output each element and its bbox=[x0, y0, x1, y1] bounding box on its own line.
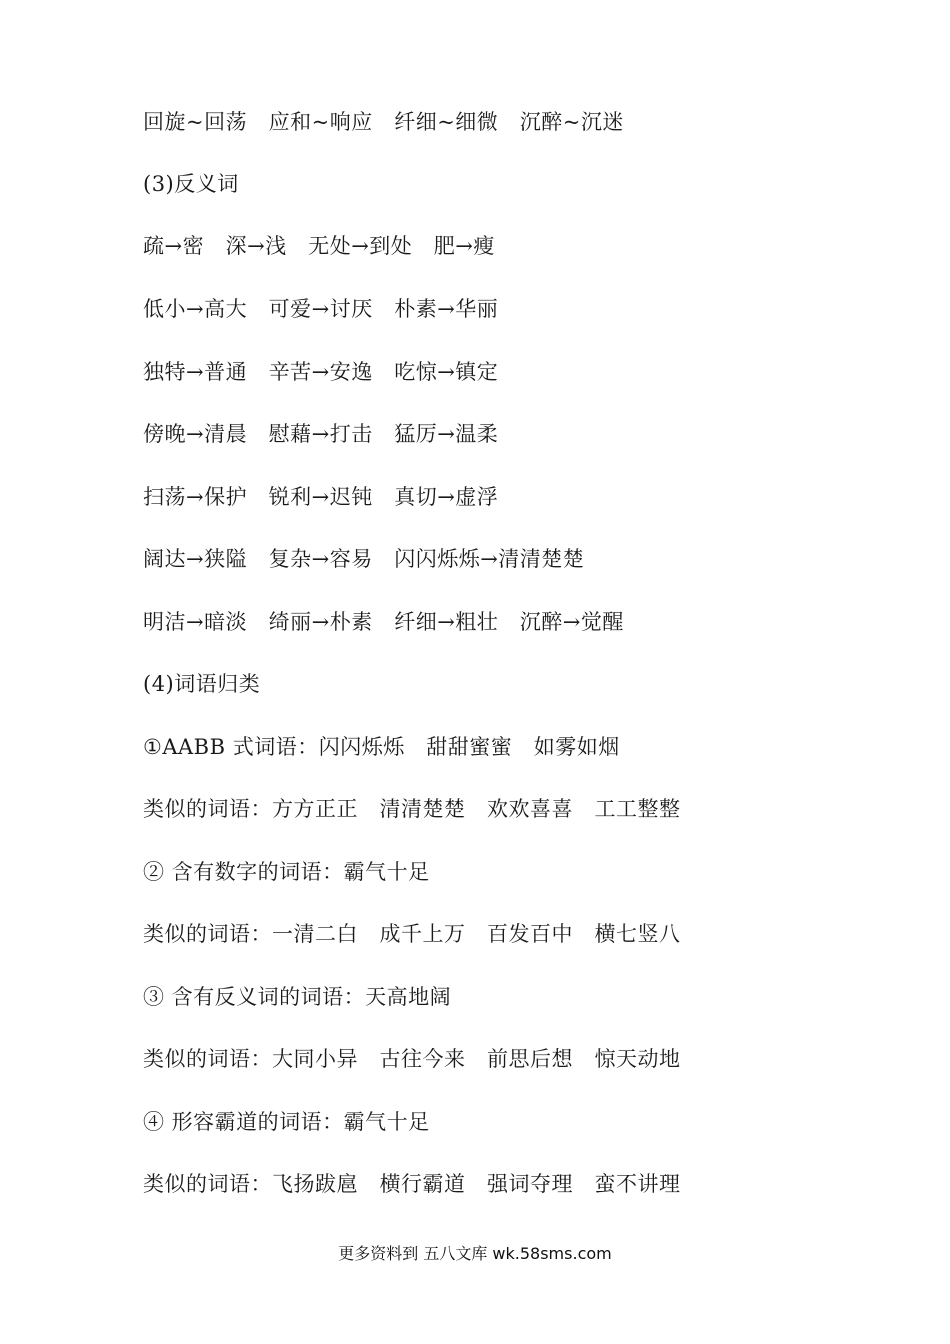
category-similar-3: 类似的词语：大同小异 古往今来 前思后想 惊天动地 bbox=[143, 1047, 681, 1071]
category-similar-4: 类似的词语：飞扬跋扈 横行霸道 强词夺理 蛮不讲理 bbox=[143, 1172, 681, 1196]
category-similar-1: 类似的词语：方方正正 清清楚楚 欢欢喜喜 工工整整 bbox=[143, 797, 681, 821]
antonym-line-4: 傍晚→清晨 慰藉→打击 猛厉→温柔 bbox=[143, 422, 499, 446]
footer-link-text: 更多资料到 五八文库 wk.58sms.com bbox=[338, 1244, 612, 1263]
antonym-line-3: 独特→普通 辛苦→安逸 吃惊→镇定 bbox=[143, 360, 499, 384]
category-item-2: ② 含有数字的词语：霸气十足 bbox=[143, 860, 430, 884]
category-similar-2: 类似的词语：一清二白 成千上万 百发百中 横七竖八 bbox=[143, 922, 681, 946]
antonym-line-6: 阔达→狭隘 复杂→容易 闪闪烁烁→清清楚楚 bbox=[143, 547, 585, 571]
antonym-line-5: 扫荡→保护 锐利→迟钝 真切→虚浮 bbox=[143, 485, 499, 509]
category-item-3: ③ 含有反义词的词语：天高地阔 bbox=[143, 985, 452, 1009]
category-item-4: ④ 形容霸道的词语：霸气十足 bbox=[143, 1110, 430, 1134]
section-heading-antonyms: (3)反义词 bbox=[143, 172, 239, 196]
antonym-line-1: 疏→密 深→浅 无处→到处 肥→瘦 bbox=[143, 234, 495, 258]
section-heading-categories: (4)词语归类 bbox=[143, 672, 261, 696]
antonym-line-2: 低小→高大 可爱→讨厌 朴素→华丽 bbox=[143, 297, 499, 321]
category-item-1: ①AABB 式词语：闪闪烁烁 甜甜蜜蜜 如雾如烟 bbox=[143, 735, 620, 759]
antonym-line-7: 明洁→暗淡 绮丽→朴素 纤细→粗壮 沉醉→觉醒 bbox=[143, 610, 624, 634]
synonym-line: 回旋~回荡 应和~响应 纤细~细微 沉醉~沉迷 bbox=[143, 110, 624, 134]
